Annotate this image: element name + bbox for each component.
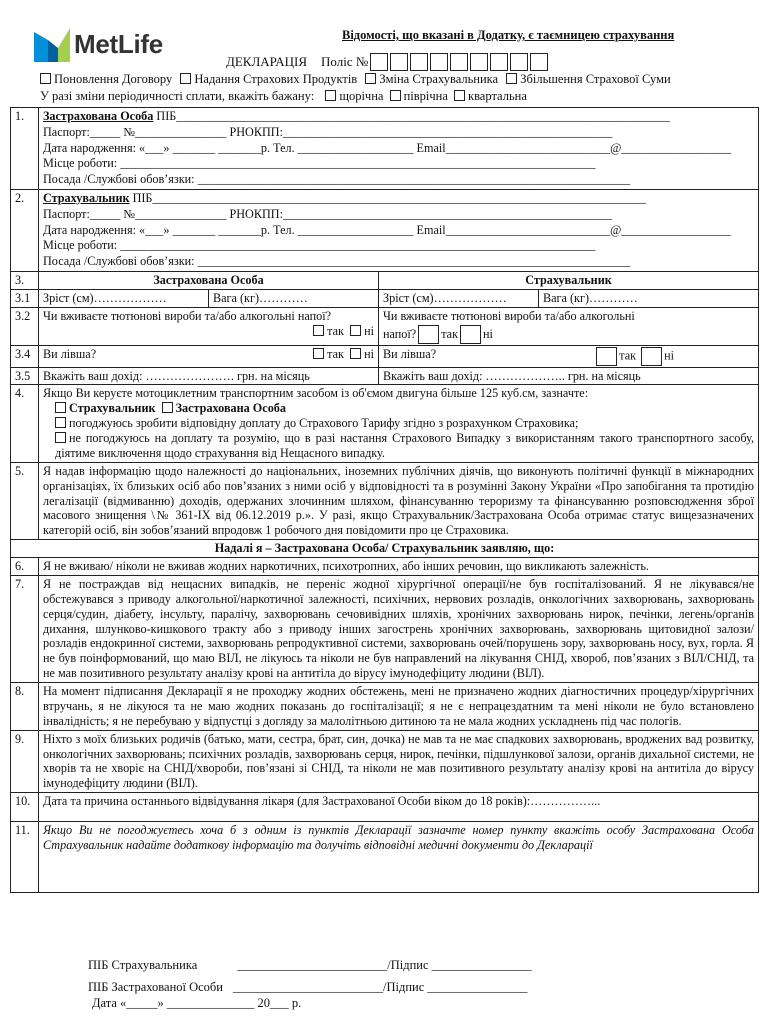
disagree-checkbox[interactable] (55, 432, 66, 443)
yes-checkbox[interactable] (418, 325, 439, 344)
periodicity-prompt: У разі зміни періодичності сплати, вкажіть бажану: (40, 89, 315, 103)
insured-checkbox[interactable] (162, 402, 173, 413)
section-pep (11, 462, 759, 539)
workplace-field[interactable]: Місце роботи: ______________________________________________________________________________ (43, 156, 596, 171)
section-insured-person (11, 108, 759, 190)
yes-label: так (441, 326, 458, 341)
row-number: 3.4 (11, 345, 39, 367)
passport-field[interactable]: Паспорт:_____ №_______________ РНОКПП:______________________________________________________ (43, 124, 613, 139)
insured-name-label: ПІБ Застрахованої Особи (88, 980, 223, 994)
row-number: 3. (11, 271, 39, 289)
insured-option-label: Застрахована Особа (175, 401, 286, 416)
row-tobacco-alcohol (11, 307, 759, 345)
row-number: 6. (11, 558, 39, 576)
drugs-statement: Я не вживаю/ ніколи не вживав жодних наркотичних, психотропних, або інших речовин, що викликають залежність. (39, 558, 759, 576)
pep-statement: Я надав інформацію щодо належності до національних, іноземних публічних діячів, що виконують політичні функції в міжнародних організаціях, їх близьких осіб або пов’язаних з ними осіб у відповідності та в розумінні Закону України «Про запобігання та протидію легалізації (відмиванню) доходів, одержаних злочинним шляхом, фінансуванню тероризму та фінансуванню розповсюдження зброї масового знищення \№ 361-IX від 06.12.2019 р.». У разі, якщо Страхувальник/Застрахована Особа отримає статус вищезазначених категорій осіб, він зобов’язаний впродовж 1 робочого дня повідомити про це Страховика. (39, 462, 759, 539)
row-number: 4. (11, 385, 39, 462)
no-checkbox[interactable] (350, 348, 361, 359)
yes-checkbox[interactable] (313, 348, 324, 359)
periodicity-checkbox[interactable] (325, 90, 336, 101)
option-checkbox[interactable] (365, 73, 376, 84)
policyholder-option-label: Страхувальник (69, 401, 156, 416)
row-number: 7. (11, 575, 39, 682)
option-label: Надання Страхових Продуктів (194, 72, 358, 86)
tobacco-question: Чи вживаєте тютюнові вироби та/або алкогольні (383, 308, 635, 323)
full-name-field[interactable]: ПІБ_________________________________________________________________________________ (153, 109, 670, 123)
income-field-policyholder[interactable]: Вкажіть ваш дохід: ……………….. грн. на місяць (379, 367, 759, 385)
tobacco-question-end: напої? (383, 326, 417, 341)
motorcycle-intro: Якщо Ви керуєте мотоциклетним транспортним засобом із об'ємом двигуна більше 125 куб.см, зазначте: (43, 386, 589, 401)
option-label: Збільшення Страхової Суми (520, 72, 671, 86)
request-options (40, 72, 671, 87)
section-last-visit (11, 793, 759, 822)
no-label: ні (483, 326, 493, 341)
tobacco-question: Чи вживаєте тютюнові вироби та/або алкогольні напої? (43, 308, 332, 323)
sign-label: /Підпис (383, 980, 425, 994)
column-head-policyholder: Страхувальник (379, 271, 759, 289)
left-handed-question: Ви лівша? (383, 346, 437, 361)
option-label: Поновлення Договору (54, 72, 173, 86)
income-field-insured[interactable]: Вкажіть ваш дохід: …………………. грн. на місяць (39, 367, 379, 385)
date-line[interactable]: Дата «_____» ______________ 20___ р. (92, 996, 302, 1010)
family-statement: Ніхто з моїх близьких родичів (батько, мати, сестра, брат, син, дочка) не мав та не має спадкових захворювань, вроджених вад розвитку, онкологічних захворювань; психічних розладів, захворювань серця, нирок, печінки, підшлункової залози, органів дихальної системи, не хворів та не хворіє на СНІД/хвороби, пов’язані зі СНІД, та ніколи не мав позитивного результату аналізу крові на антитіла до вірусу імунодефіциту людини (ВІЛ). (39, 730, 759, 793)
column-head-insured: Застрахована Особа (39, 271, 379, 289)
birth-phone-email-field[interactable]: Дата народження: «___» _______ _______р. Тел. ___________________ Email___________________________@__________________ (43, 222, 732, 237)
position-field[interactable]: Посада /Службові обов’язки: _______________________________________________________________________ (43, 254, 631, 269)
agree-checkbox[interactable] (55, 417, 66, 428)
section-disagreement (11, 822, 759, 893)
policyholder-name-label: ПІБ Страхувальника (88, 958, 198, 972)
declaration-heading: Надалі я – Застрахована Особа/ Страхувальник заявляю, що: (11, 540, 759, 558)
last-visit-field[interactable]: Дата та причина останнього відвідування лікаря (для Застрахованої Особи віком до 18 років):……………... (39, 793, 759, 822)
option-checkbox[interactable] (180, 73, 191, 84)
no-checkbox[interactable] (641, 347, 662, 366)
row-height-weight (11, 289, 759, 307)
passport-field[interactable]: Паспорт:_____ №_______________ РНОКПП:______________________________________________________ (43, 206, 613, 221)
birth-phone-email-field[interactable]: Дата народження: «___» _______ _______р. Тел. ___________________ Email___________________________@__________________ (43, 140, 732, 155)
disagree-label: не погоджуюсь на доплату та розумію, що в разі настання Страхового Випадку з використанням такого транспортного засобу, діятиме виключення щодо страхування від Нещасного випадку. (55, 431, 755, 460)
no-checkbox[interactable] (460, 325, 481, 344)
section-drugs (11, 558, 759, 576)
logo-text: MetLife (74, 29, 163, 60)
section-family-history (11, 730, 759, 793)
row-number: 11. (11, 822, 39, 893)
section-title: Страхувальник (43, 190, 130, 205)
yes-checkbox[interactable] (313, 325, 324, 336)
yes-checkbox[interactable] (596, 347, 617, 366)
treatment-statement: На момент підписання Декларації я не проходжу жодних обстежень, мені не призначено жодних діагностичних процедур/хірургічних втручань, я не лікуюся та не маю жодних показань до госпіталізації; я не є непрацездатним та мені ніколи не було встановлено інвалідність; я не перебуваю у відпустці з догляду за малолітньою дитиною та не мала жодних ускладнень під час пологів. (39, 683, 759, 731)
row-number: 10. (11, 793, 39, 822)
declaration-header (226, 53, 550, 71)
height-field-policyholder[interactable]: Зріст (см)……………… (379, 289, 539, 307)
section-health (11, 575, 759, 682)
confidentiality-note: Відомості, що вказані в Додатку, є таємницею страхування (342, 28, 675, 42)
section-current-treatment (11, 683, 759, 731)
no-label: ні (664, 347, 675, 362)
row-number: 8. (11, 683, 39, 731)
row-number: 3.2 (11, 307, 39, 345)
metlife-logo (34, 28, 163, 62)
declare-heading-row (11, 540, 759, 558)
policy-number-boxes[interactable] (370, 53, 550, 71)
option-checkbox[interactable] (506, 73, 517, 84)
insured-signature-line[interactable]: ПІБ Застрахованої Особи ________________________/Підпис ________________ (88, 980, 528, 994)
workplace-field[interactable]: Місце роботи: ______________________________________________________________________________ (43, 238, 596, 253)
periodicity-row (40, 89, 527, 104)
periodicity-label: піврічна (403, 89, 448, 103)
position-field[interactable]: Посада /Службові обов’язки: _______________________________________________________________________ (43, 172, 631, 187)
yes-label: так (619, 347, 637, 362)
periodicity-checkbox[interactable] (390, 90, 401, 101)
full-name-field[interactable]: ПІБ_________________________________________________________________________________ (129, 190, 647, 205)
row-number: 5. (11, 462, 39, 539)
section-motorcycle (11, 385, 759, 462)
policy-label: Поліс № (321, 54, 369, 70)
row-number: 1. (11, 108, 39, 190)
left-handed-question: Ви лівша? (43, 346, 97, 361)
no-label: ні (364, 323, 374, 338)
row-number: 2. (11, 189, 39, 271)
yes-label: так (327, 346, 344, 361)
sign-label: /Підпис (387, 958, 429, 972)
section-title: Застрахована Особа (43, 109, 154, 123)
policyholder-signature-line[interactable]: ПІБ Страхувальника ________________________/Підпис ________________ (88, 958, 532, 972)
weight-field-insured[interactable]: Вага (кг)………… (209, 289, 379, 307)
periodicity-label: квартальна (468, 89, 527, 103)
row-number: 3.1 (11, 289, 39, 307)
periodicity-label: щорічна (339, 89, 384, 103)
option-label: Зміна Страхувальника (379, 72, 499, 86)
section-3-header (11, 271, 759, 289)
disagreement-field[interactable]: Якщо Ви не погоджуєтесь хоча б з одним із пунктів Декларації зазначте номер пункту вкажіть особу Застрахована Особа Страхувальник надайте додаткову інформацію та долучіть відповідні медичні документи до Декларації (39, 822, 759, 893)
row-income (11, 367, 759, 385)
agree-label: погоджуюсь зробити відповідну доплату до Страхового Тарифу згідно з розрахунком Страховика; (69, 416, 579, 431)
no-checkbox[interactable] (350, 325, 361, 336)
row-left-handed (11, 345, 759, 367)
yes-label: так (327, 323, 344, 338)
weight-field-policyholder[interactable]: Вага (кг)………… (539, 289, 759, 307)
section-policyholder (11, 189, 759, 271)
declaration-title: ДЕКЛАРАЦІЯ (226, 54, 308, 70)
row-number: 3.5 (11, 367, 39, 385)
policyholder-checkbox[interactable] (55, 402, 66, 413)
health-statement: Я не постраждав від нещасних випадків, не переніс жодної хірургічної операції/не був госпіталізований. Я не лікувався/не обстежувався з приводу алкогольної/наркотичної залежності, психічних, нервових розладів, онкологічних захворювань, захворювань серця/судин, діабету, інсульту, паралічу, захворювань сечовивідних шляхів, хронічних захворювань нирок, печінки, легень/органів дихання, шлунково-кишкового тракту або з приводу інших загострень хронічних захворювань, захворювань щитовидної залози/розладів ендокринної системи, захворювань репродуктивної системи, захворювань очей/порушень зору, захворювань носу, вух, горла. Я не був поінформований, що маю ВІЛ, не лікуюсь та ніколи не був направлений на лікування СНІД, хвороб, пов’язаних з ВІЛ/СНІД, та не мав позитивного результату аналізу крові на антитіла до вірусу імунодефіциту людини (ВІЛ). (39, 575, 759, 682)
declaration-table (10, 107, 759, 893)
no-label: ні (364, 346, 374, 361)
periodicity-checkbox[interactable] (454, 90, 465, 101)
height-field-insured[interactable]: Зріст (см)……………… (39, 289, 209, 307)
option-checkbox[interactable] (40, 73, 51, 84)
row-number: 9. (11, 730, 39, 793)
metlife-logo-icon (34, 28, 70, 62)
